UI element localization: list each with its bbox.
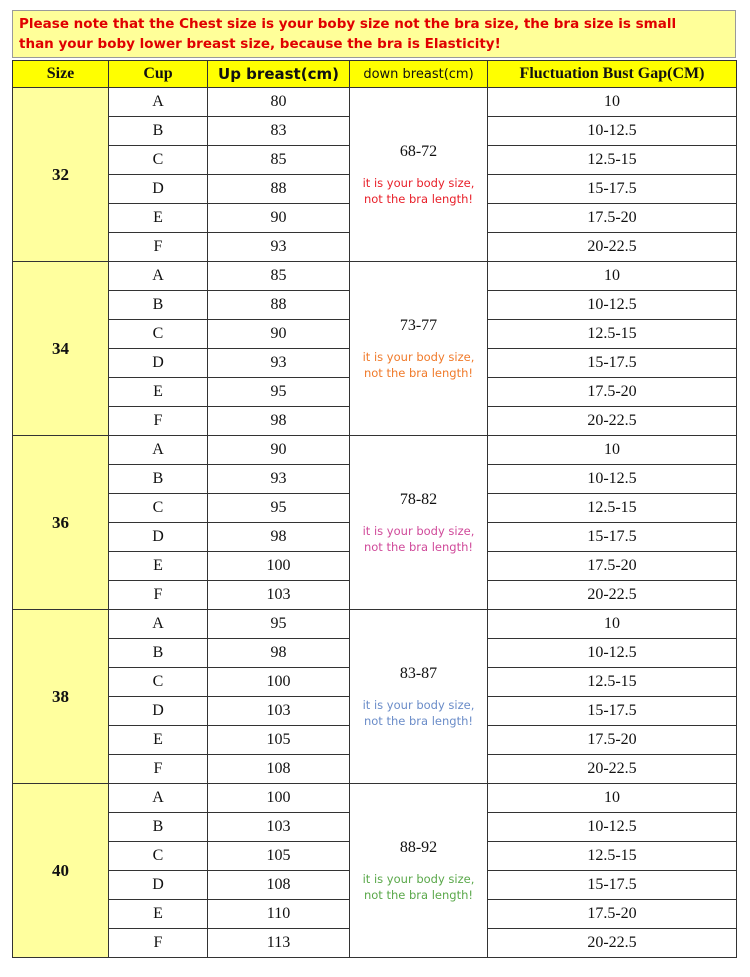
- fluctuation-gap-cell: 20-22.5: [488, 407, 737, 436]
- band-size-cell: 36: [13, 436, 109, 610]
- cup-cell: C: [109, 668, 208, 697]
- up-breast-cell: 93: [208, 349, 350, 378]
- cup-cell: E: [109, 552, 208, 581]
- header-down-breast: down breast(cm): [350, 61, 488, 88]
- up-breast-cell: 88: [208, 175, 350, 204]
- up-breast-cell: 90: [208, 320, 350, 349]
- fluctuation-gap-cell: 10: [488, 436, 737, 465]
- up-breast-cell: 83: [208, 117, 350, 146]
- fluctuation-gap-cell: 10: [488, 88, 737, 117]
- up-breast-cell: 103: [208, 697, 350, 726]
- cup-cell: A: [109, 436, 208, 465]
- cup-cell: C: [109, 146, 208, 175]
- up-breast-cell: 108: [208, 755, 350, 784]
- body-size-note-line-2: not the bra length!: [363, 539, 473, 554]
- fluctuation-gap-cell: 17.5-20: [488, 378, 737, 407]
- cup-cell: E: [109, 726, 208, 755]
- size-chart-body: [13, 88, 737, 958]
- cup-cell: A: [109, 262, 208, 291]
- table-row: [13, 784, 737, 813]
- up-breast-cell: 90: [208, 436, 350, 465]
- body-size-note-line-2: not the bra length!: [363, 887, 473, 902]
- up-breast-cell: 80: [208, 88, 350, 117]
- down-breast-range: 68-72: [399, 142, 438, 160]
- up-breast-cell: 98: [208, 407, 350, 436]
- fluctuation-gap-cell: 10-12.5: [488, 639, 737, 668]
- up-breast-cell: 100: [208, 668, 350, 697]
- fluctuation-gap-cell: 17.5-20: [488, 900, 737, 929]
- elasticity-notice: [12, 10, 736, 58]
- up-breast-cell: 85: [208, 262, 350, 291]
- fluctuation-gap-cell: 17.5-20: [488, 552, 737, 581]
- cup-cell: F: [109, 407, 208, 436]
- fluctuation-gap-cell: 10: [488, 784, 737, 813]
- fluctuation-gap-cell: 20-22.5: [488, 755, 737, 784]
- cup-cell: B: [109, 117, 208, 146]
- cup-cell: E: [109, 204, 208, 233]
- header-row: [13, 61, 737, 88]
- header-up-breast: Up breast(cm): [208, 61, 350, 88]
- band-size-cell: 38: [13, 610, 109, 784]
- fluctuation-gap-cell: 17.5-20: [488, 726, 737, 755]
- cup-cell: B: [109, 813, 208, 842]
- up-breast-cell: 100: [208, 552, 350, 581]
- fluctuation-gap-cell: 15-17.5: [488, 175, 737, 204]
- cup-cell: E: [109, 378, 208, 407]
- up-breast-cell: 103: [208, 813, 350, 842]
- body-size-note-line-2: not the bra length!: [363, 191, 473, 206]
- fluctuation-gap-cell: 12.5-15: [488, 146, 737, 175]
- up-breast-cell: 105: [208, 842, 350, 871]
- fluctuation-gap-cell: 15-17.5: [488, 349, 737, 378]
- up-breast-cell: 90: [208, 204, 350, 233]
- fluctuation-gap-cell: 10-12.5: [488, 813, 737, 842]
- cup-cell: D: [109, 871, 208, 900]
- up-breast-cell: 93: [208, 233, 350, 262]
- up-breast-cell: 95: [208, 610, 350, 639]
- header-fluctuation-bust-gap: Fluctuation Bust Gap(CM): [488, 61, 737, 88]
- body-size-note-line-2: not the bra length!: [363, 713, 473, 728]
- down-breast-cell: [350, 436, 488, 610]
- down-breast-cell: [350, 784, 488, 958]
- table-row: [13, 436, 737, 465]
- cup-cell: F: [109, 929, 208, 958]
- size-chart-table: [12, 60, 737, 958]
- table-row: [13, 262, 737, 291]
- band-size-cell: 40: [13, 784, 109, 958]
- fluctuation-gap-cell: 20-22.5: [488, 929, 737, 958]
- up-breast-cell: 108: [208, 871, 350, 900]
- fluctuation-gap-cell: 12.5-15: [488, 842, 737, 871]
- up-breast-cell: 113: [208, 929, 350, 958]
- fluctuation-gap-cell: 20-22.5: [488, 233, 737, 262]
- cup-cell: A: [109, 88, 208, 117]
- down-breast-range: 73-77: [399, 316, 438, 334]
- up-breast-cell: 98: [208, 523, 350, 552]
- fluctuation-gap-cell: 10-12.5: [488, 291, 737, 320]
- size-chart-page: [12, 10, 736, 958]
- cup-cell: F: [109, 581, 208, 610]
- cup-cell: C: [109, 842, 208, 871]
- band-size-cell: 32: [13, 88, 109, 262]
- cup-cell: D: [109, 523, 208, 552]
- down-breast-range: 88-92: [399, 838, 438, 856]
- up-breast-cell: 93: [208, 465, 350, 494]
- table-row: [13, 610, 737, 639]
- fluctuation-gap-cell: 15-17.5: [488, 871, 737, 900]
- body-size-note-line-1: it is your body size,: [362, 697, 475, 712]
- fluctuation-gap-cell: 12.5-15: [488, 320, 737, 349]
- down-breast-cell: [350, 88, 488, 262]
- cup-cell: B: [109, 639, 208, 668]
- down-breast-range: 83-87: [399, 664, 438, 682]
- notice-line-1: Please note that the Chest size is your boby size not the bra size, the bra size is small: [19, 16, 677, 32]
- up-breast-cell: 95: [208, 378, 350, 407]
- fluctuation-gap-cell: 15-17.5: [488, 523, 737, 552]
- cup-cell: E: [109, 900, 208, 929]
- header-size: Size: [13, 61, 109, 88]
- up-breast-cell: 110: [208, 900, 350, 929]
- up-breast-cell: 95: [208, 494, 350, 523]
- up-breast-cell: 88: [208, 291, 350, 320]
- fluctuation-gap-cell: 15-17.5: [488, 697, 737, 726]
- cup-cell: C: [109, 494, 208, 523]
- band-size-cell: 34: [13, 262, 109, 436]
- cup-cell: D: [109, 175, 208, 204]
- fluctuation-gap-cell: 17.5-20: [488, 204, 737, 233]
- down-breast-range: 78-82: [399, 490, 438, 508]
- cup-cell: A: [109, 610, 208, 639]
- cup-cell: C: [109, 320, 208, 349]
- body-size-note-line-1: it is your body size,: [362, 871, 475, 886]
- fluctuation-gap-cell: 10-12.5: [488, 117, 737, 146]
- cup-cell: D: [109, 697, 208, 726]
- down-breast-cell: [350, 610, 488, 784]
- cup-cell: B: [109, 465, 208, 494]
- cup-cell: D: [109, 349, 208, 378]
- header-cup: Cup: [109, 61, 208, 88]
- down-breast-cell: [350, 262, 488, 436]
- cup-cell: A: [109, 784, 208, 813]
- notice-line-2: than your boby lower breast size, because the bra is Elasticity!: [19, 36, 501, 52]
- fluctuation-gap-cell: 12.5-15: [488, 494, 737, 523]
- fluctuation-gap-cell: 10-12.5: [488, 465, 737, 494]
- up-breast-cell: 85: [208, 146, 350, 175]
- fluctuation-gap-cell: 20-22.5: [488, 581, 737, 610]
- cup-cell: F: [109, 233, 208, 262]
- up-breast-cell: 100: [208, 784, 350, 813]
- body-size-note-line-1: it is your body size,: [362, 175, 475, 190]
- cup-cell: F: [109, 755, 208, 784]
- cup-cell: B: [109, 291, 208, 320]
- up-breast-cell: 103: [208, 581, 350, 610]
- body-size-note-line-2: not the bra length!: [363, 365, 473, 380]
- fluctuation-gap-cell: 12.5-15: [488, 668, 737, 697]
- fluctuation-gap-cell: 10: [488, 262, 737, 291]
- fluctuation-gap-cell: 10: [488, 610, 737, 639]
- body-size-note-line-1: it is your body size,: [362, 523, 475, 538]
- table-row: [13, 88, 737, 117]
- up-breast-cell: 98: [208, 639, 350, 668]
- body-size-note-line-1: it is your body size,: [362, 349, 475, 364]
- up-breast-cell: 105: [208, 726, 350, 755]
